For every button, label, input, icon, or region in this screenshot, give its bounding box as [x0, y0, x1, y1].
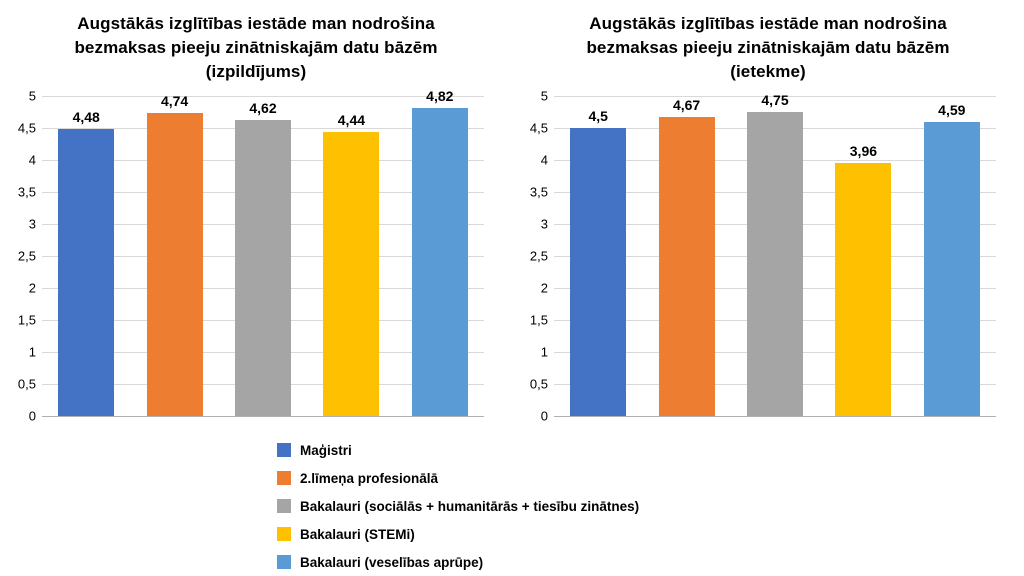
y-axis-tick-label: 3,5: [17, 184, 36, 200]
y-axis-tick-label: 3: [28, 216, 36, 232]
bar: [924, 122, 980, 416]
y-axis-tick-label: 0,5: [529, 376, 548, 392]
bar: [570, 128, 626, 416]
y-axis-tick-label: 2: [540, 280, 548, 296]
plot-area-right: [554, 92, 996, 416]
y-axis-tick-label: 3,5: [529, 184, 548, 200]
bar-value-label: 4,67: [672, 97, 701, 114]
y-axis-tick-label: 3: [540, 216, 548, 232]
y-axis-tick-label: 0: [28, 408, 36, 424]
bar-group: [747, 92, 803, 416]
y-axis-tick-label: 1: [540, 344, 548, 360]
y-axis-tick-label: 0: [540, 408, 548, 424]
legend-label: Bakalauri (veselības aprūpe): [300, 554, 484, 570]
y-axis-tick-label: 1,5: [17, 312, 36, 328]
bar-group: [323, 96, 379, 416]
bar: [412, 108, 468, 416]
y-axis-tick-label: 1: [28, 344, 36, 360]
y-axis-tick-label: 0,5: [17, 376, 36, 392]
y-axis-tick-label: 4: [540, 152, 548, 168]
bar-group: [835, 96, 891, 416]
plot-area-left: [42, 87, 484, 416]
bar-value-label: 4,48: [72, 109, 100, 126]
y-axis-tick-label: 4,5: [529, 120, 548, 136]
legend-item[interactable]: [277, 464, 747, 492]
bar-group: [58, 96, 114, 416]
bar: [659, 117, 715, 416]
bar-group: [235, 96, 291, 416]
bar-value-label: 4,44: [337, 111, 366, 128]
legend-item[interactable]: [277, 492, 747, 520]
chart-legend: [0, 432, 1024, 576]
bar-group: [659, 96, 715, 416]
y-axis-tick-label: 2,5: [529, 248, 548, 264]
chart-title-left: Augstākās izglītības iestāde man nodrošina bezmaksas pieeju zinātniskajām datu bāzēm (izpildījums): [74, 14, 438, 81]
bar: [835, 163, 891, 416]
bar-group: [570, 96, 626, 416]
legend-item[interactable]: [277, 436, 747, 464]
x-axis-line: [554, 416, 996, 417]
bar: [323, 132, 379, 416]
y-axis-tick-label: 1,5: [529, 312, 548, 328]
plot-wrapper-right: [512, 88, 1024, 426]
legend-swatch: [277, 499, 291, 513]
bar-group: [924, 96, 980, 416]
bar-value-label: 3,96: [849, 142, 878, 159]
bar: [58, 129, 114, 416]
chart-title-right: Augstākās izglītības iestāde man nodrošina bezmaksas pieeju zinātniskajām datu bāzēm (ietekme): [586, 14, 950, 81]
legend-item[interactable]: [277, 548, 747, 576]
chart-panel-ietekme: [512, 0, 1024, 430]
bar-value-label: 4,74: [160, 92, 189, 109]
bar-value-label: 4,75: [761, 92, 789, 108]
legend-swatch: [277, 471, 291, 485]
legend-label: 2.līmeņa profesionālā: [300, 470, 439, 486]
y-axis-right: [512, 88, 554, 424]
legend-swatch: [277, 555, 291, 569]
bar-series-left: [42, 87, 484, 416]
y-axis-tick-label: 5: [540, 88, 548, 104]
legend-label: Maģistri: [300, 442, 352, 458]
legend-label: Bakalauri (sociālās + humanitārās + tiesību zinātnes): [300, 498, 640, 514]
bar-series-right: [554, 92, 996, 416]
y-axis-left: [0, 88, 42, 424]
bar-value-label: 4,82: [426, 87, 454, 104]
bar: [147, 113, 203, 416]
chart-panel-izpildijums: [0, 0, 512, 430]
bar-value-label: 4,5: [588, 108, 608, 124]
y-axis-tick-label: 4: [28, 152, 36, 168]
bar: [235, 120, 291, 416]
bar: [747, 112, 803, 416]
bar-value-label: 4,59: [938, 102, 966, 119]
y-axis-tick-label: 2,5: [17, 248, 36, 264]
bar-value-label: 4,62: [249, 100, 277, 117]
legend-swatch: [277, 443, 291, 457]
legend-label: Bakalauri (STEMi): [300, 526, 415, 542]
y-axis-tick-label: 2: [28, 280, 36, 296]
bar-group: [412, 87, 468, 416]
legend-swatch: [277, 527, 291, 541]
y-axis-tick-label: 4,5: [17, 120, 36, 136]
plot-wrapper-left: [0, 87, 512, 426]
legend-items: [277, 432, 747, 576]
bar-group: [147, 92, 203, 416]
x-axis-line: [42, 416, 484, 417]
y-axis-tick-label: 5: [28, 88, 36, 104]
legend-item[interactable]: [277, 520, 747, 548]
